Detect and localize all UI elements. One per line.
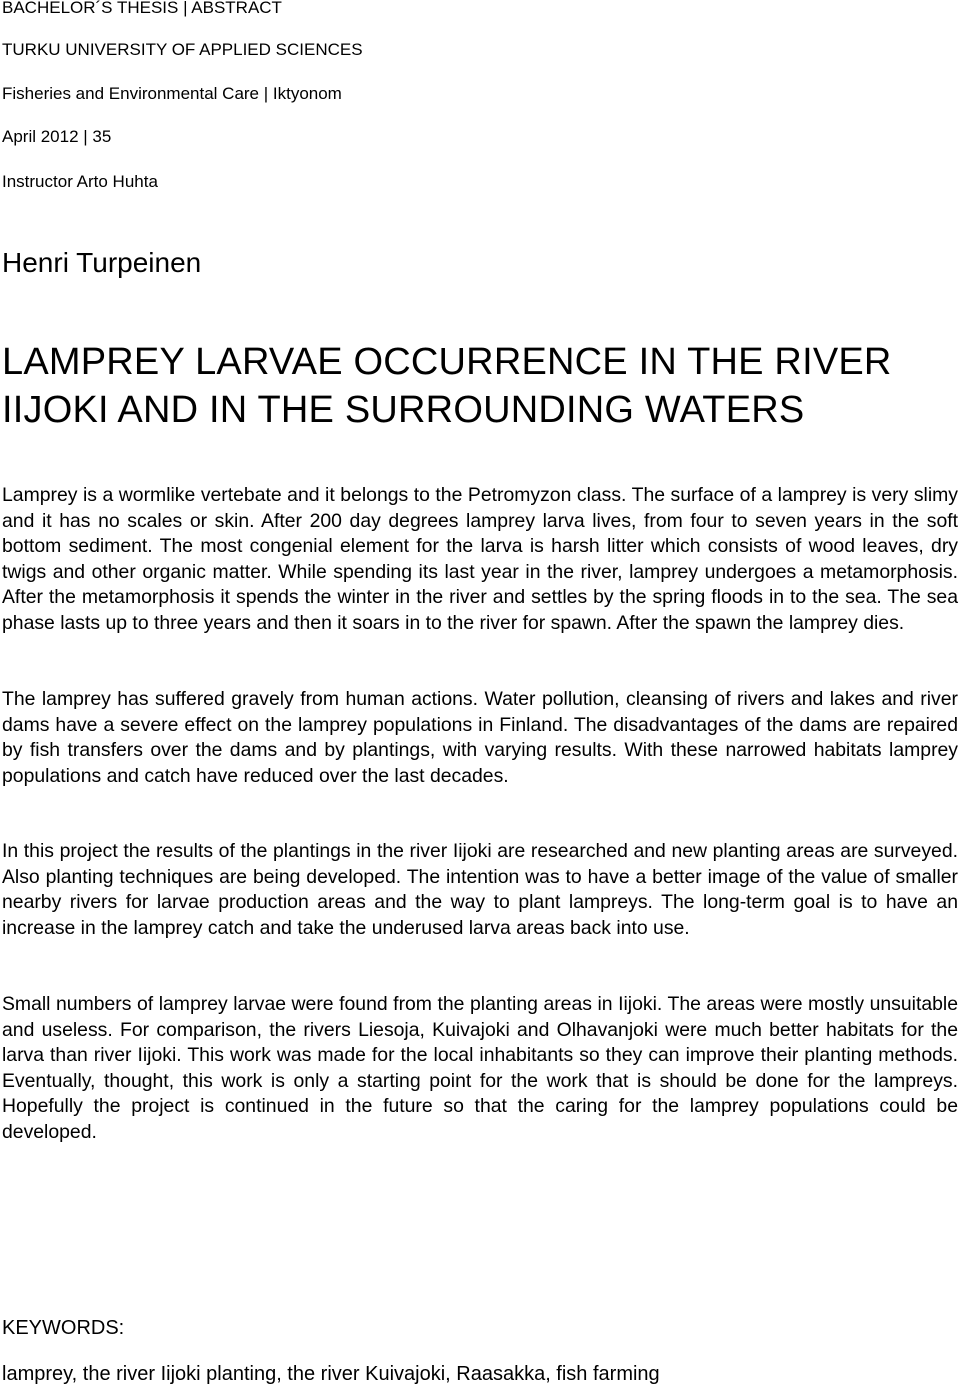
thesis-title: LAMPREY LARVAE OCCURRENCE IN THE RIVER IIJOKI AND IN THE SURROUNDING WATERS [2, 341, 892, 431]
abstract-paragraph: Small numbers of lamprey larvae were found from the planting areas in Iijoki. The areas were mostly unsuitable and useless. For comparison, the rivers Liesoja, Kuivajoki and Olhavanjoki were much better habitats for the larva than river Iijoki. This work was made for the local inhabitants so they can improve their planting methods. Eventually, thought, this work is only a starting point for the work that is should be done for the lampreys. Hopefully the project is continued in the future so that the caring for the lamprey populations could be developed. [2, 993, 958, 1143]
thesis-type: BACHELOR´S THESIS | ABSTRACT [2, 0, 282, 17]
instructor: Instructor Arto Huhta [2, 172, 158, 191]
keywords-heading: KEYWORDS: [2, 1317, 125, 1339]
abstract-paragraph: The lamprey has suffered gravely from human actions. Water pollution, cleansing of rivers and lakes and river dams have a severe effect on the lamprey populations in Finland. The disadvantages of the dams are repaired by fish transfers over the dams and by plantings, with varying results. With these narrowed habitats lamprey populations and catch have reduced over the last decades. [2, 688, 958, 787]
keywords-list: lamprey, the river Iijoki planting, the river Kuivajoki, Raasakka, fish farming [2, 1363, 660, 1385]
university-name: TURKU UNIVERSITY OF APPLIED SCIENCES [2, 40, 363, 59]
author-name: Henri Turpeinen [2, 247, 202, 278]
degree-programme: Fisheries and Environmental Care | Iktyonom [2, 84, 342, 103]
abstract-paragraph: In this project the results of the plantings in the river Iijoki are researched and new planting areas are surveyed. Also planting techniques are being developed. The intention was to have a better image of the value of smaller nearby rivers for larvae production areas and the way to plant lampreys. The long-term goal is to have an increase in the lamprey catch and take the underused larva areas back into use. [2, 840, 958, 939]
abstract-paragraph: Lamprey is a wormlike vertebate and it belongs to the Petromyzon class. The surface of a lamprey is very slimy and it has no scales or skin. After 200 day degrees lamprey larva lives, from four to seven years in the soft bottom sediment. The most congenial element for the larva is harsh litter which consists of wood leaves, dry twigs and other organic matter. While spending its last year in the river, lamprey undergoes a metamorphosis. After the metamorphosis it spends the winter in the river and settles by the spring floods in to the sea. The sea phase lasts up to three years and then it soars in to the river for spawn. After the spawn the lamprey dies. [2, 484, 958, 634]
date-and-pages: April 2012 | 35 [2, 127, 112, 146]
